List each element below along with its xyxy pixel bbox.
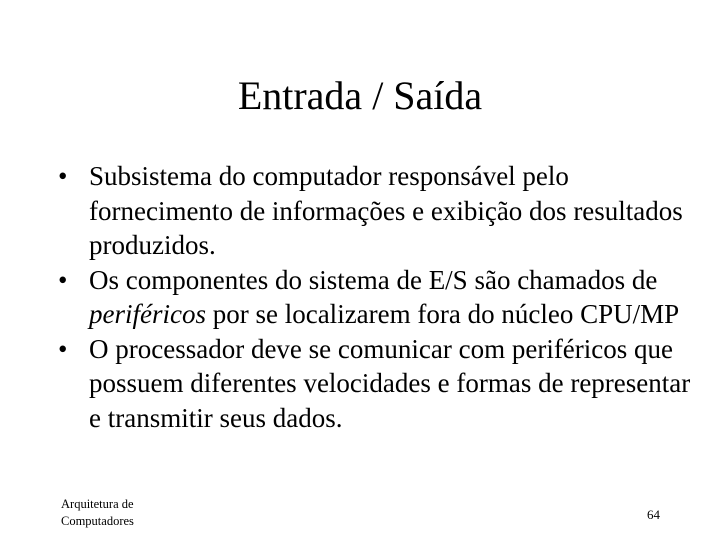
- bullet-text: Subsistema do computador responsável pelo fornecimento de informações e exibição dos resultados produzidos.: [89, 161, 683, 260]
- footer-line-2: Computadores: [61, 514, 134, 528]
- bullet-text-before: Os componentes do sistema de E/S são chamados de: [89, 264, 658, 295]
- bullet-marker: •: [58, 333, 68, 364]
- footer-course-name: [61, 496, 201, 530]
- bullet-item-2: [58, 263, 698, 332]
- bullet-text-after: por se localizarem fora do núcleo CPU/MP: [205, 299, 680, 329]
- bullet-text-emphasis: periféricos: [89, 299, 206, 329]
- bullet-marker: •: [58, 264, 68, 295]
- bullet-marker: •: [58, 161, 68, 191]
- bullet-item-3: [58, 332, 698, 436]
- footer-line-1: Arquitetura de: [61, 497, 134, 511]
- slide-title: Entrada / Saída: [237, 73, 483, 118]
- page-number: 64: [647, 507, 660, 522]
- bullet-item-1: [58, 159, 698, 263]
- bullet-list: [58, 159, 698, 435]
- bullet-text: O processador deve se comunicar com periféricos que possuem diferentes velocidades e formas de representar e transmitir seus dados.: [89, 333, 691, 433]
